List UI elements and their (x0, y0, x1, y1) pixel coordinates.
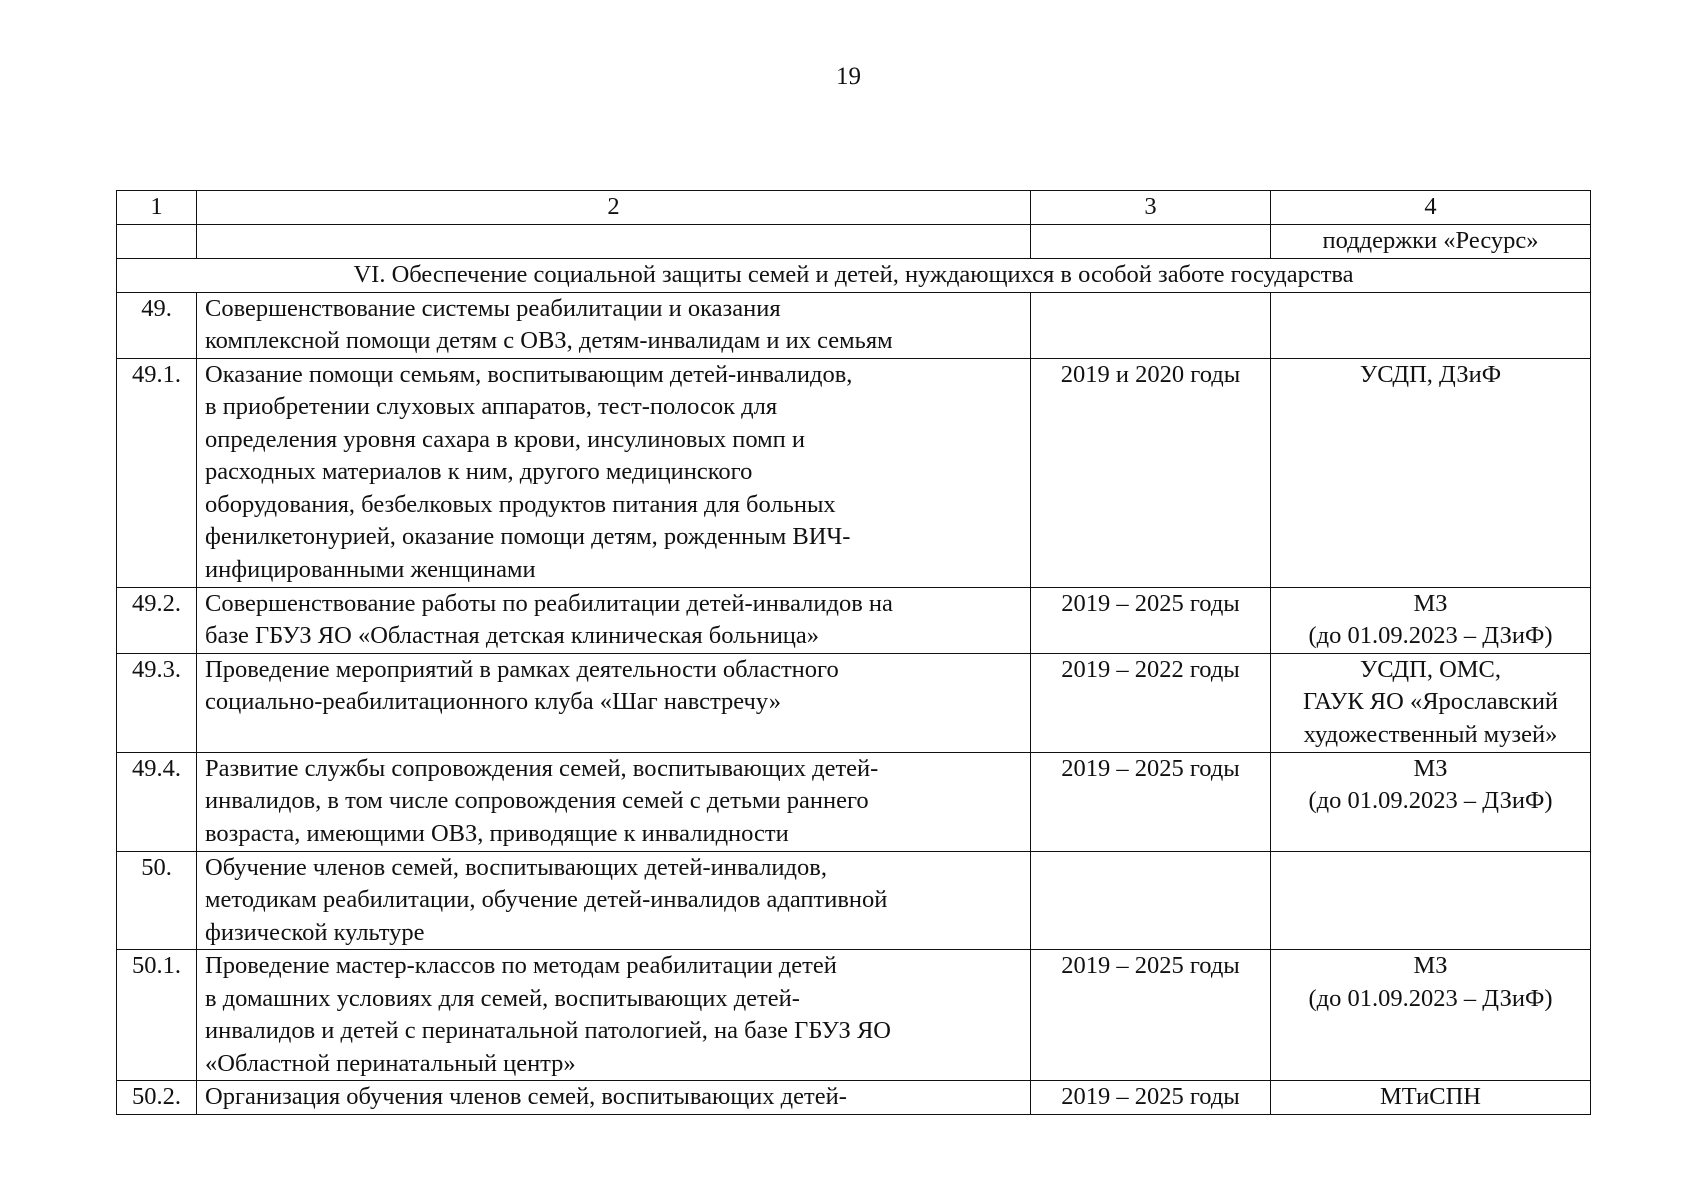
row-period (1031, 292, 1271, 358)
row-number: 50.2. (117, 1081, 197, 1115)
table-row (117, 950, 1591, 1081)
table-row (117, 851, 1591, 950)
row-measure: Обучение членов семей, воспитывающих детей-инвалидов, методикам реабилитации, обучение детей-инвалидов адаптивной физической культуре (197, 851, 1031, 950)
row-period: 2019 – 2025 годы (1031, 950, 1271, 1081)
table-row (117, 358, 1591, 587)
row-executor: УСДП, ОМС, ГАУК ЯО «Ярославский художественный музей» (1271, 653, 1591, 752)
row-executor: МТиСПН (1271, 1081, 1591, 1115)
continuation-num (117, 224, 197, 258)
row-executor: МЗ (до 01.09.2023 – ДЗиФ) (1271, 587, 1591, 653)
table-row (117, 653, 1591, 752)
continuation-text (197, 224, 1031, 258)
row-period: 2019 – 2025 годы (1031, 587, 1271, 653)
table-row (117, 292, 1591, 358)
row-period: 2019 – 2025 годы (1031, 1081, 1271, 1115)
section-row (117, 258, 1591, 292)
measures-table (116, 190, 1591, 1115)
row-measure: Совершенствование системы реабилитации и оказания комплексной помощи детям с ОВЗ, детям-инвалидам и их семьям (197, 292, 1031, 358)
row-period: 2019 и 2020 годы (1031, 358, 1271, 587)
row-measure: Проведение мастер-классов по методам реабилитации детей в домашних условиях для семей, воспитывающих детей- инвалидов и детей с перинатальной патологией, на базе ГБУЗ ЯО «Областной перинатальный центр» (197, 950, 1031, 1081)
row-period: 2019 – 2025 годы (1031, 752, 1271, 851)
row-number: 49.4. (117, 752, 197, 851)
table-row (117, 1081, 1591, 1115)
row-executor: УСДП, ДЗиФ (1271, 358, 1591, 587)
row-executor: МЗ (до 01.09.2023 – ДЗиФ) (1271, 752, 1591, 851)
row-number: 49.2. (117, 587, 197, 653)
table-row (117, 587, 1591, 653)
row-measure: Проведение мероприятий в рамках деятельности областного социально-реабилитационного клуба «Шаг навстречу» (197, 653, 1031, 752)
column-number-row (117, 191, 1591, 225)
row-executor: МЗ (до 01.09.2023 – ДЗиФ) (1271, 950, 1591, 1081)
row-period: 2019 – 2022 годы (1031, 653, 1271, 752)
continuation-row (117, 224, 1591, 258)
row-number: 49.3. (117, 653, 197, 752)
row-measure: Развитие службы сопровождения семей, воспитывающих детей- инвалидов, в том числе сопровождения семей с детьми раннего возраста, имеющими ОВЗ, приводящие к инвалидности (197, 752, 1031, 851)
section-title: VI. Обеспечение социальной защиты семей и детей, нуждающихся в особой заботе государства (117, 258, 1591, 292)
row-period (1031, 851, 1271, 950)
row-number: 49.1. (117, 358, 197, 587)
row-executor (1271, 292, 1591, 358)
row-measure: Организация обучения членов семей, воспитывающих детей- (197, 1081, 1031, 1115)
row-measure: Совершенствование работы по реабилитации детей-инвалидов на базе ГБУЗ ЯО «Областная детская клиническая больница» (197, 587, 1031, 653)
column-header-3: 3 (1031, 191, 1271, 225)
table-row (117, 752, 1591, 851)
row-number: 50. (117, 851, 197, 950)
row-measure: Оказание помощи семьям, воспитывающим детей-инвалидов, в приобретении слуховых аппаратов, тест-полосок для определения уровня сахара в крови, инсулиновых помп и расходных материалов к ним, другого медицинского оборудования, безбелковых продуктов питания для больных фенилкетонурией, оказание помощи детям, рожденным ВИЧ- инфицированными женщинами (197, 358, 1031, 587)
column-header-4: 4 (1271, 191, 1591, 225)
column-header-2: 2 (197, 191, 1031, 225)
row-number: 50.1. (117, 950, 197, 1081)
row-executor (1271, 851, 1591, 950)
column-header-1: 1 (117, 191, 197, 225)
page-number: 19 (836, 63, 861, 90)
continuation-period (1031, 224, 1271, 258)
continuation-executor: поддержки «Ресурс» (1271, 224, 1591, 258)
row-number: 49. (117, 292, 197, 358)
